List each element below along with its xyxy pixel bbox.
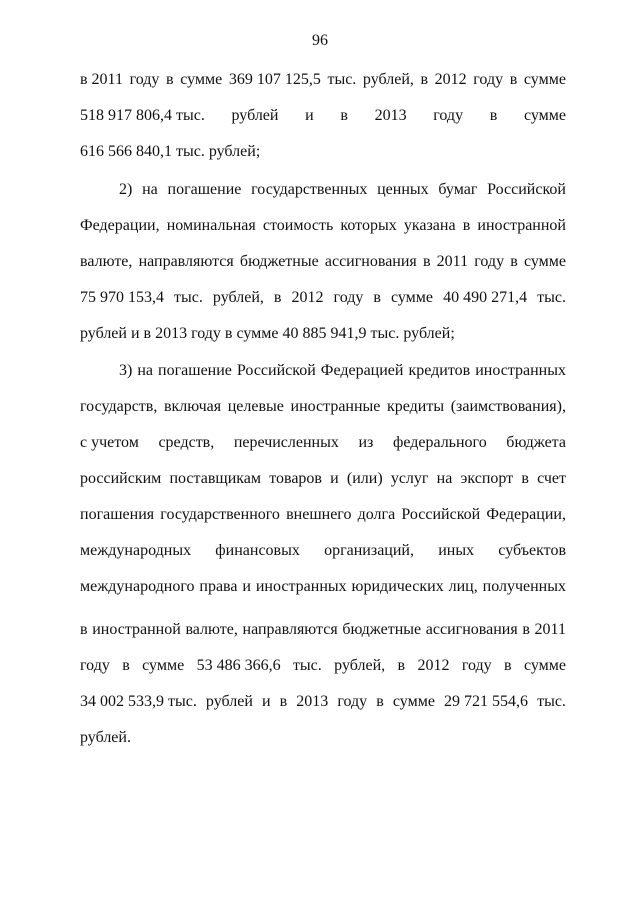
- text-line: [80, 397, 566, 417]
- word: в: [166, 71, 174, 88]
- text-line: рублей и в 2013 году в сумме 40 885 941,9 тыс. рублей;: [80, 325, 455, 342]
- word: бумаг: [438, 181, 478, 198]
- word: 518 917 806,4 тыс.: [80, 107, 205, 124]
- word: в: [340, 107, 348, 124]
- word: 2011: [436, 253, 469, 270]
- word: перечисленных: [233, 434, 339, 451]
- word: валюте,: [80, 253, 133, 270]
- word: стоимость: [262, 217, 334, 234]
- word: целевые: [227, 398, 284, 415]
- word: рублей: [205, 693, 253, 710]
- text-line: [80, 577, 566, 597]
- word: на: [436, 470, 453, 487]
- word: номинальная: [166, 217, 256, 234]
- word: иных: [438, 542, 475, 559]
- word: бюджетные: [342, 621, 422, 638]
- word: лиц,: [448, 578, 478, 595]
- word: государств,: [80, 398, 158, 415]
- word: 2013: [296, 693, 329, 710]
- word: в 2011: [80, 71, 123, 88]
- text-line: [80, 252, 566, 272]
- word: в: [422, 253, 431, 270]
- word: и: [305, 107, 314, 124]
- word: году: [337, 693, 368, 710]
- word: Российской: [236, 362, 316, 379]
- word: юридических: [351, 578, 444, 595]
- word: с учетом: [80, 434, 139, 451]
- text-line: [80, 106, 566, 126]
- word: иностранной: [477, 217, 566, 234]
- text-line: [80, 216, 566, 236]
- word: в: [373, 289, 381, 306]
- word: кредитов: [408, 362, 471, 379]
- word: внешнего: [286, 506, 352, 523]
- text-line: рублей.: [80, 729, 131, 746]
- word: в: [80, 621, 88, 638]
- word: 53 486 366,6: [196, 657, 281, 674]
- word: международного: [80, 578, 195, 595]
- word: в: [397, 657, 406, 674]
- word: Федерации,: [80, 217, 160, 234]
- word: средств,: [158, 434, 215, 451]
- word: полученных: [482, 578, 566, 595]
- word: рублей,: [212, 289, 264, 306]
- word: иностранных: [255, 578, 347, 595]
- word: ассигнования: [425, 621, 518, 638]
- text-line: [119, 180, 566, 200]
- page-number: 96: [312, 32, 328, 49]
- word: в: [521, 470, 529, 487]
- word: и: [330, 470, 339, 487]
- word: иностранные: [290, 398, 381, 415]
- word: погашение: [167, 181, 242, 198]
- word: сумме: [523, 657, 566, 674]
- word: направляются: [138, 253, 234, 270]
- text-line: [80, 433, 566, 453]
- word: субъектов: [498, 542, 566, 559]
- text-line: [80, 620, 566, 640]
- word: 369 107 125,5: [228, 71, 321, 88]
- word: 40 490 271,4: [443, 289, 528, 306]
- word: рублей,: [362, 71, 414, 88]
- word: иностранной: [92, 621, 181, 638]
- word: в: [510, 253, 518, 270]
- word: валюте,: [185, 621, 238, 638]
- word: тыс.: [537, 693, 566, 710]
- word: в: [509, 71, 518, 88]
- word: российским: [80, 470, 162, 487]
- word: в: [376, 693, 384, 710]
- word: году: [433, 107, 464, 124]
- text-line: [80, 692, 566, 712]
- word: услуг: [390, 470, 429, 487]
- word: долга: [357, 506, 396, 523]
- text-line: [80, 656, 566, 676]
- word: иностранных: [475, 362, 566, 379]
- word: сумме: [523, 71, 566, 88]
- word: рублей,: [334, 657, 386, 674]
- word: сумме: [391, 289, 434, 306]
- word: тыс.: [327, 71, 357, 88]
- word: тыс.: [174, 289, 203, 306]
- word: экспорт: [460, 470, 514, 487]
- word: 2012: [291, 289, 324, 306]
- word: в: [122, 657, 130, 674]
- word: в: [522, 621, 530, 638]
- word: 29 721 554,6: [444, 693, 528, 710]
- word: 2012: [417, 657, 450, 674]
- word: бюджетные: [239, 253, 319, 270]
- word: которых: [340, 217, 397, 234]
- word: на: [142, 181, 158, 198]
- word: в: [489, 107, 498, 124]
- word: включая: [163, 398, 222, 415]
- word: 75 970 153,4: [80, 289, 164, 306]
- word: ассигнования: [324, 253, 417, 270]
- word: рублей: [231, 107, 279, 124]
- word: 2): [119, 181, 133, 198]
- word: государственных: [251, 181, 368, 198]
- word: 3): [119, 362, 133, 379]
- text-line: [80, 70, 566, 90]
- word: году: [473, 71, 504, 88]
- word: ценных: [377, 181, 429, 198]
- word: (заимствования),: [450, 398, 566, 415]
- text-line: [119, 361, 566, 381]
- word: и: [261, 693, 271, 710]
- word: государственного: [160, 506, 280, 523]
- word: в: [273, 289, 282, 306]
- word: федерального: [392, 434, 487, 451]
- word: направляются: [242, 621, 338, 638]
- word: и: [242, 578, 251, 595]
- word: году: [474, 253, 505, 270]
- word: финансовых: [215, 542, 300, 559]
- word: году: [461, 657, 492, 674]
- word: сумме: [523, 107, 566, 124]
- word: Российской: [401, 506, 481, 523]
- word: погашение: [158, 362, 232, 379]
- word: поставщикам: [169, 470, 262, 487]
- word: погашения: [80, 506, 155, 523]
- word: году: [333, 289, 364, 306]
- word: сумме: [142, 657, 185, 674]
- word: на: [137, 362, 154, 379]
- word: кредиты: [387, 398, 445, 415]
- word: указана: [403, 217, 456, 234]
- word: бюджета: [506, 434, 566, 451]
- word: в: [504, 657, 512, 674]
- word: году: [80, 657, 110, 674]
- word: в: [420, 71, 429, 88]
- word: (или): [346, 470, 383, 487]
- word: 2013: [374, 107, 407, 124]
- text-line: [80, 505, 566, 525]
- word: тыс.: [537, 289, 566, 306]
- text-line: [80, 541, 566, 561]
- text-line: 616 566 840,1 тыс. рублей;: [80, 143, 261, 160]
- word: 34 002 533,9 тыс.: [80, 693, 197, 710]
- word: сумме: [180, 71, 223, 88]
- word: 2012: [434, 71, 467, 88]
- word: международных: [80, 542, 192, 559]
- word: 2011: [534, 621, 566, 638]
- word: Федерации,: [486, 506, 566, 523]
- word: права: [199, 578, 238, 595]
- word: сумме: [392, 693, 435, 710]
- word: году: [129, 71, 160, 88]
- word: в: [462, 217, 471, 234]
- word: Федерацией: [320, 362, 404, 379]
- word: организаций,: [324, 542, 414, 559]
- word: счет: [537, 470, 566, 487]
- word: сумме: [523, 253, 566, 270]
- text-line: [80, 469, 566, 489]
- text-line: [80, 288, 566, 308]
- word: Российской: [487, 181, 566, 198]
- word: из: [358, 434, 374, 451]
- word: в: [279, 693, 288, 710]
- word: тыс.: [292, 657, 322, 674]
- word: товаров: [269, 470, 322, 487]
